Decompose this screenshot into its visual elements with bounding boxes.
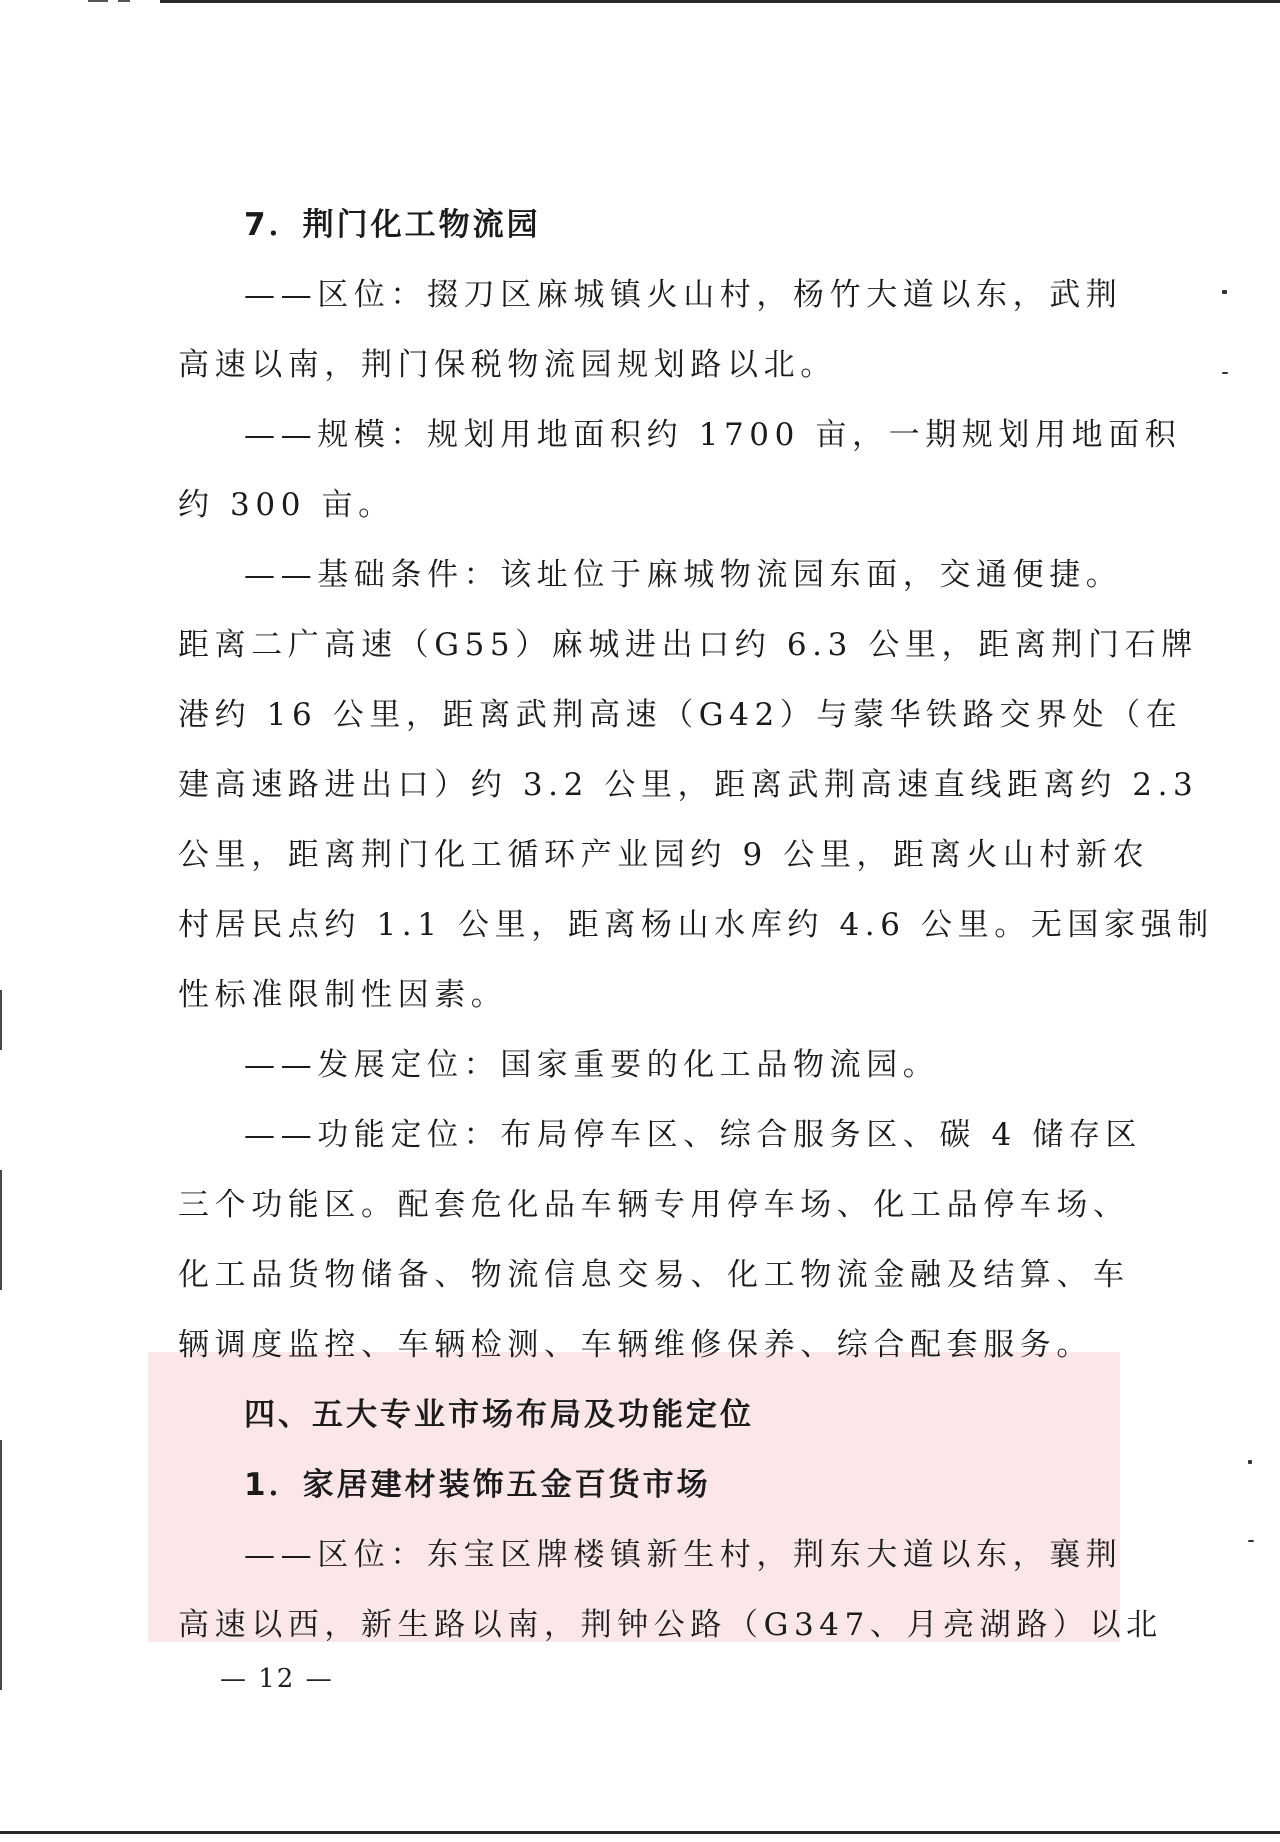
paragraph-line: ——区位：东宝区牌楼镇新生村，荆东大道以东，襄荆 <box>244 1537 1123 1573</box>
scan-speck <box>1248 1460 1252 1464</box>
paragraph-line: ——规模：规划用地面积约 1700 亩，一期规划用地面积 <box>244 417 1182 453</box>
paragraph-line: ——基础条件：该址位于麻城物流园东面，交通便捷。 <box>244 557 1123 593</box>
paragraph-line: 化工品货物储备、物流信息交易、化工物流金融及结算、车 <box>178 1257 1130 1293</box>
paragraph-line: 性标准限制性因素。 <box>178 977 508 1013</box>
scan-speck <box>1222 290 1227 294</box>
document-body <box>178 190 1214 1660</box>
scan-edge-left <box>0 1170 2 1290</box>
paragraph-line: ——发展定位：国家重要的化工品物流园。 <box>244 1047 940 1083</box>
paragraph-line: ——区位：掇刀区麻城镇火山村，杨竹大道以东，武荆 <box>244 277 1123 313</box>
paragraph-line: 建高速路进出口）约 3.2 公里，距离武荆高速直线距离约 2.3 <box>178 767 1199 803</box>
paragraph-line: 三个功能区。配套危化品车辆专用停车场、化工品停车场、 <box>178 1187 1130 1223</box>
scan-edge-top <box>160 0 1280 3</box>
paragraph-line: 距离二广高速（G55）麻城进出口约 6.3 公里，距离荆门石牌 <box>178 627 1198 663</box>
paragraph-line: 约 300 亩。 <box>178 487 395 523</box>
paragraph-line: 高速以南，荆门保税物流园规划路以北。 <box>178 347 837 383</box>
scan-mark <box>118 0 130 2</box>
paragraph-line: 高速以西，新生路以南，荆钟公路（G347、月亮湖路）以北 <box>178 1607 1163 1643</box>
scan-speck <box>1248 1540 1254 1542</box>
page-number: — 12 — <box>220 1664 334 1694</box>
scan-speck <box>1222 372 1228 374</box>
paragraph-line: 村居民点约 1.1 公里，距离杨山水库约 4.6 公里。无国家强制 <box>178 907 1214 943</box>
scan-edge-bottom <box>0 1831 1280 1834</box>
scan-edge-left <box>0 1440 2 1690</box>
paragraph-line: 港约 16 公里，距离武荆高速（G42）与蒙华铁路交界处（在 <box>178 697 1183 733</box>
subsection-1-heading: 1．家居建材装饰五金百货市场 <box>244 1467 711 1503</box>
section-7-heading: 7．荆门化工物流园 <box>244 207 541 243</box>
scan-edge-left <box>0 990 2 1050</box>
paragraph-line: 辆调度监控、车辆检测、车辆维修保养、综合配套服务。 <box>178 1327 1093 1363</box>
paragraph-line: 公里，距离荆门化工循环产业园约 9 公里，距离火山村新农 <box>178 837 1150 873</box>
scan-mark <box>88 0 108 2</box>
section-4-heading: 四、五大专业市场布局及功能定位 <box>244 1397 754 1433</box>
paragraph-line: ——功能定位：布局停车区、综合服务区、碳 4 储存区 <box>244 1117 1143 1153</box>
